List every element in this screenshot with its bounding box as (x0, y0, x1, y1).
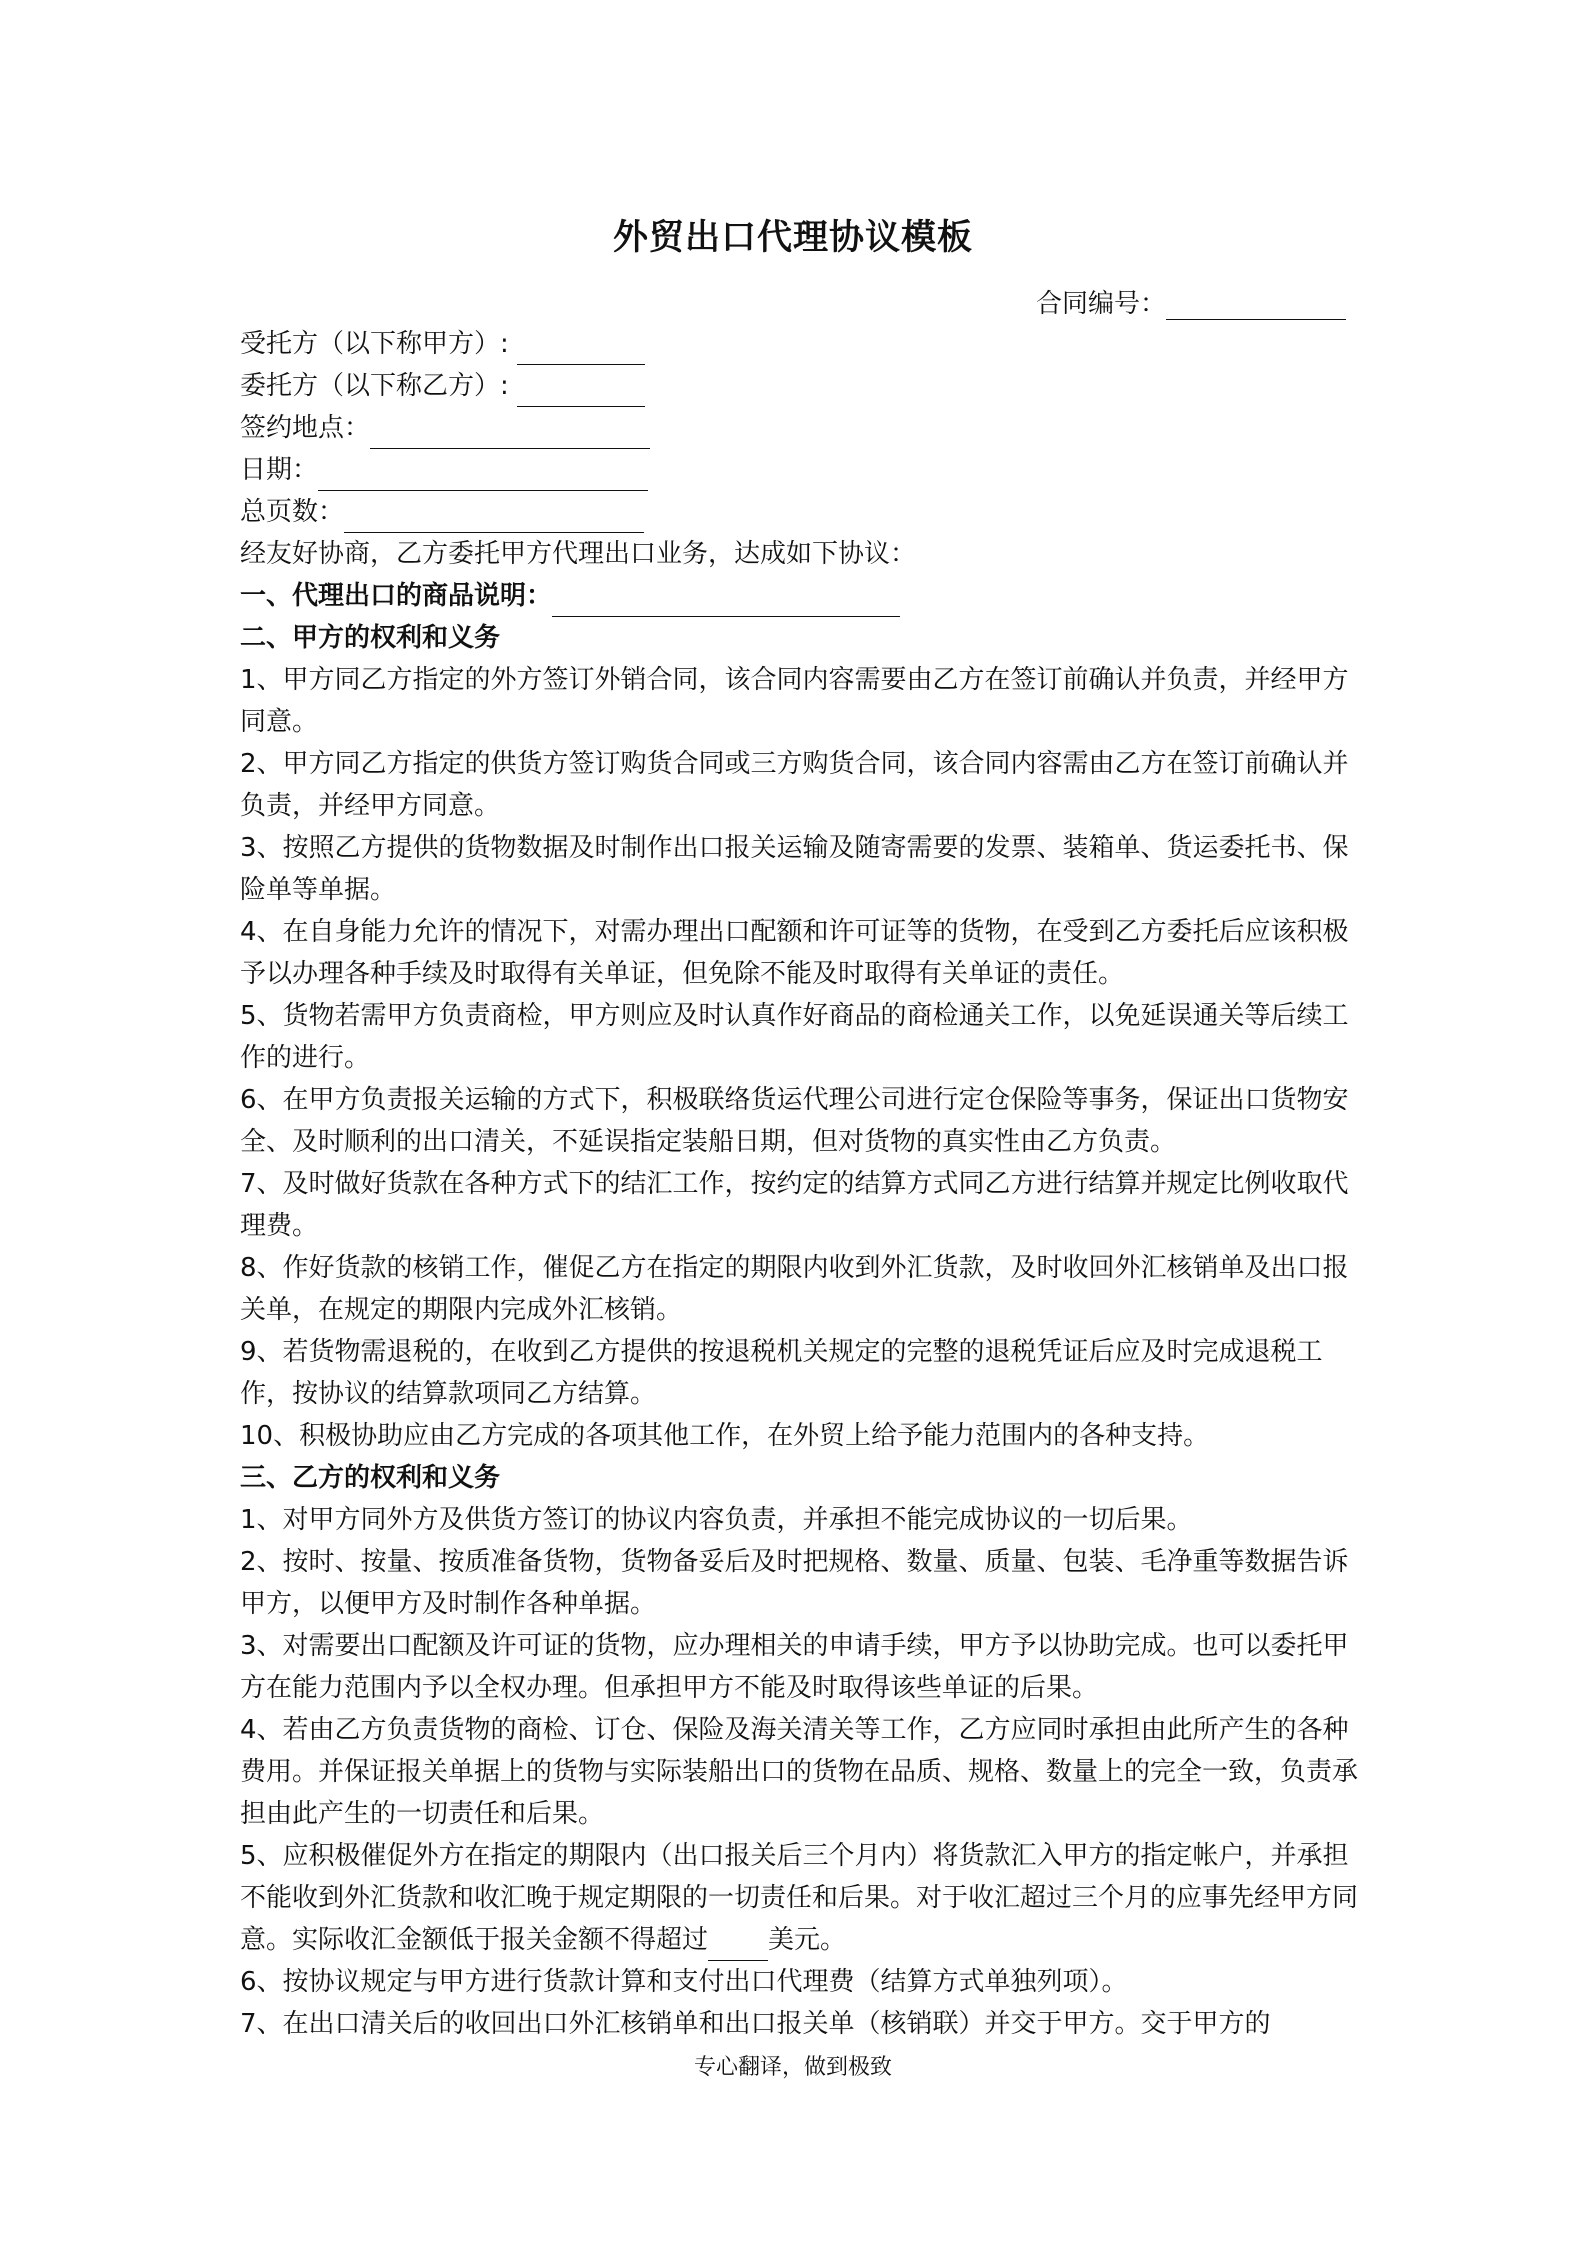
section-1-heading: 一、代理出口的商品说明： (240, 581, 553, 611)
date-field (240, 449, 1360, 491)
entrustor-field (240, 365, 1360, 407)
trustee-label: 受托方（以下称甲方）: (240, 329, 509, 359)
entrustor-label: 委托方（以下称乙方）: (240, 371, 509, 401)
section-2-item: 6、在甲方负责报关运输的方式下，积极联络货运代理公司进行定仓保险等事务，保证出口货物安全、及时顺利的出口清关，不延误指定装船日期，但对货物的真实性由乙方负责。 (240, 1085, 1349, 1157)
amount-blank (708, 1932, 768, 1961)
trustee-field (240, 323, 1360, 365)
section-2-item: 10、积极协助应由乙方完成的各项其他工作，在外贸上给予能力范围内的各种支持。 (240, 1421, 1210, 1451)
section-2-item: 9、若货物需退税的，在收到乙方提供的按退税机关规定的完整的退税凭证后应及时完成退税工作，按协议的结算款项同乙方结算。 (240, 1337, 1323, 1409)
contract-number-blank (1166, 291, 1346, 320)
section-3-item: 1、对甲方同外方及供货方签订的协议内容负责，并承担不能完成协议的一切后果。 (240, 1505, 1193, 1535)
page-footer: 专心翻译，做到极致 (693, 2055, 892, 2080)
contract-number (1036, 283, 1346, 320)
section-3-item: 7、在出口清关后的收回出口外汇核销单和出口报关单（核销联）并交于甲方。交于甲方的 (240, 2009, 1271, 2039)
place-field (240, 407, 1360, 449)
section-2-item: 5、货物若需甲方负责商检，甲方则应及时认真作好商品的商检通关工作，以免延误通关等后续工作的进行。 (240, 1001, 1349, 1073)
section-3-item (240, 1835, 1360, 1961)
section-2-item: 2、甲方同乙方指定的供货方签订购货合同或三方购货合同，该合同内容需由乙方在签订前确认并负责，并经甲方同意。 (240, 749, 1349, 821)
contract-number-label: 合同编号： (1036, 289, 1167, 319)
section-3-item-5-text: 5、应积极催促外方在指定的期限内（出口报关后三个月内）将货款汇入甲方的指定帐户，并承担不能收到外汇货款和收汇晚于规定期限的一切责任和后果。对于收汇超过三个月的应事先经甲方同意。实际收汇金额低于报关金额不得超过 (240, 1841, 1359, 1955)
section-2-item: 1、甲方同乙方指定的外方签订外销合同，该合同内容需要由乙方在签订前确认并负责，并经甲方同意。 (240, 665, 1349, 737)
entrustor-blank (517, 378, 645, 407)
date-blank (318, 462, 648, 491)
section-3-item: 4、若由乙方负责货物的商检、订仓、保险及海关清关等工作，乙方应同时承担由此所产生的各种费用。并保证报关单据上的货物与实际装船出口的货物在品质、规格、数量上的完全一致，负责承担由此产生的一切责任和后果。 (240, 1715, 1359, 1829)
section-3-heading: 三、乙方的权利和义务 (240, 1463, 501, 1493)
section-2-item: 4、在自身能力允许的情况下，对需办理出口配额和许可证等的货物，在受到乙方委托后应该积极予以办理各种手续及时取得有关单证，但免除不能及时取得有关单证的责任。 (240, 917, 1349, 989)
place-label: 签约地点： (240, 413, 371, 443)
section-2-heading: 二、甲方的权利和义务 (240, 623, 501, 653)
section-3-item: 3、对需要出口配额及许可证的货物，应办理相关的申请手续，甲方予以协助完成。也可以委托甲方在能力范围内予以全权办理。但承担甲方不能及时取得该些单证的后果。 (240, 1631, 1349, 1703)
section-3-item-5-unit: 美元。 (768, 1925, 847, 1955)
trustee-blank (517, 336, 645, 365)
pages-blank (344, 504, 644, 533)
pages-field (240, 491, 1360, 533)
section-2-item: 8、作好货款的核销工作，催促乙方在指定的期限内收到外汇货款，及时收回外汇核销单及出口报关单，在规定的期限内完成外汇核销。 (240, 1253, 1349, 1325)
section-3-item: 6、按协议规定与甲方进行货款计算和支付出口代理费（结算方式单独列项）。 (240, 1967, 1128, 1997)
section-2-item: 7、及时做好货款在各种方式下的结汇工作，按约定的结算方式同乙方进行结算并规定比例收取代理费。 (240, 1169, 1349, 1241)
pages-label: 总页数： (240, 497, 345, 527)
goods-description-blank (552, 588, 900, 617)
section-3-item: 2、按时、按量、按质准备货物，货物备妥后及时把规格、数量、质量、包装、毛净重等数据告诉甲方，以便甲方及时制作各种单据。 (240, 1547, 1349, 1619)
document-title: 外贸出口代理协议模板 (612, 218, 973, 258)
section-2-item: 3、按照乙方提供的货物数据及时制作出口报关运输及随寄需要的发票、装箱单、货运委托书、保险单等单据。 (240, 833, 1349, 905)
intro-text: 经友好协商，乙方委托甲方代理出口业务，达成如下协议： (240, 539, 917, 569)
date-label: 日期： (240, 455, 319, 485)
section-1 (240, 575, 1360, 617)
place-blank (370, 420, 650, 449)
document-body (240, 323, 1360, 2045)
